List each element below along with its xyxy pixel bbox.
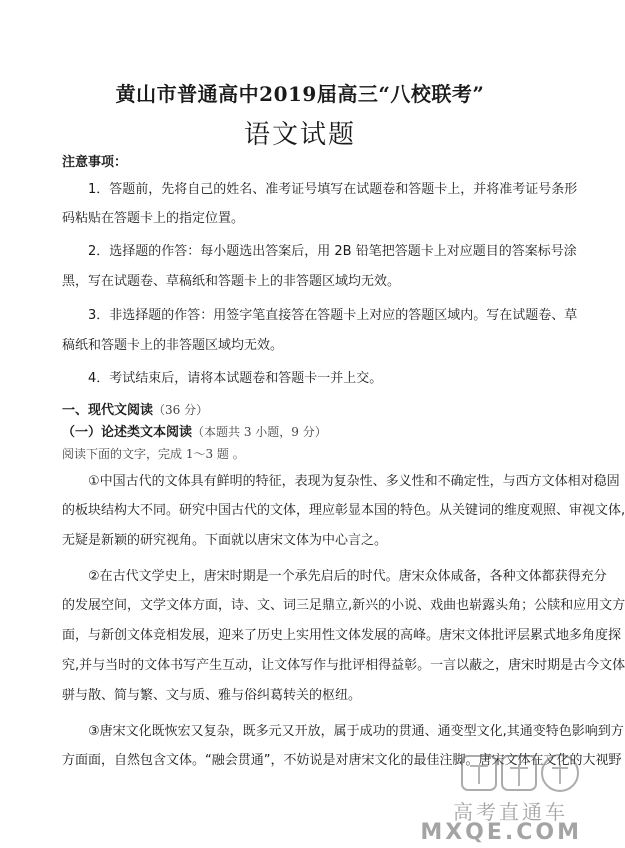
section-heading: 一、现代文阅读 bbox=[62, 403, 154, 418]
passage-p3-line-2: 方面面，自然包含文体。“融会贯通”，不妨说是对唐宋文化的最佳注脚。唐宋文体在文化的大视野 bbox=[62, 753, 622, 768]
exam-title: 黄山市普通高中2019届高三“八校联考” bbox=[115, 82, 485, 106]
passage-p1-line-2: 的板块结构大不同。研究中国古代的文体，理应彰显本国的特色。从关键词的维度观照、审视文体, bbox=[62, 503, 625, 518]
reading-instruction: 阅读下面的文字，完成 1～3 题 。 bbox=[62, 447, 245, 461]
notice-item-4-line-1: 4．考试结束后，请将本试题卷和答题卡一并上交。 bbox=[88, 371, 383, 386]
passage-p2-line-2: 的发展空间，文学文体方面，诗、文、词三足鼎立,新兴的小说、戏曲也崭露头角；公牍和应用文方 bbox=[62, 598, 625, 613]
subsection-heading-row bbox=[62, 424, 542, 441]
notice-item-2-line-1: 2．选择题的作答：每小题选出答案后，用 2B 铅笔把答题卡上对应题目的答案标号涂 bbox=[88, 244, 577, 259]
watermark-url: MXQE.COM bbox=[420, 820, 582, 845]
watermark bbox=[400, 744, 590, 844]
notice-item-2-line-2: 黑，写在试题卷、草稿纸和答题卡上的非答题区域均无效。 bbox=[62, 274, 401, 289]
passage-p3-line-1: ③唐宋文化既恢宏又复杂，既多元又开放，属于成功的贯通、通变型文化,其通变特色影响到方 bbox=[88, 724, 624, 739]
passage-p1-line-3: 无疑是新颖的研究视角。下面就以唐宋文体为中心言之。 bbox=[62, 533, 388, 548]
watermark-text: 高考直通车 bbox=[453, 800, 568, 824]
passage-p2-line-4: 究,并与当时的文体书写产生互动，让文体写作与批评相得益彰。一言以蔽之，唐宋时期是古今文体 bbox=[62, 658, 625, 673]
notice-item-3-line-2: 稿纸和答题卡上的非答题区域均无效。 bbox=[62, 338, 284, 353]
subsection-note: （本题共 3 小题，9 分） bbox=[192, 425, 327, 439]
subsection-heading: （一）论述类文本阅读 bbox=[62, 425, 193, 440]
watermark-badge-icon bbox=[400, 744, 590, 804]
notice-item-1-line-2: 码粘贴在答题卡上的指定位置。 bbox=[62, 211, 245, 226]
passage-p2-line-5: 骈与散、简与繁、文与质、雅与俗纠葛转关的枢纽。 bbox=[62, 688, 362, 703]
notice-heading: 注意事项： bbox=[62, 155, 128, 170]
passage-p2-line-3: 面，与新创文体竞相发展，迎来了历史上实用性文体发展的高峰。唐宋文体批评层累式地多角度探 bbox=[62, 628, 622, 643]
passage-p2-line-1: ②在古代文学史上，唐宋时期是一个承先启后的时代。唐宋众体咸备，各种文体都获得充分 bbox=[88, 569, 607, 584]
notice-item-3-line-1: 3．非选择题的作答：用签字笔直接答在答题卡上对应的答题区域内。写在试题卷、草 bbox=[88, 308, 578, 323]
section-heading-row bbox=[62, 402, 542, 419]
passage-p1-line-1: ①中国古代的文体具有鲜明的特征，表现为复杂性、多义性和不确定性，与西方文体相对稳固 bbox=[88, 474, 620, 489]
notice-item-1-line-1: 1．答题前，先将自己的姓名、准考证号填写在试题卷和答题卡上，并将准考证号条形 bbox=[88, 182, 578, 197]
exam-subject-title: 语文试题 bbox=[243, 120, 356, 150]
section-score: （36 分） bbox=[153, 403, 209, 417]
